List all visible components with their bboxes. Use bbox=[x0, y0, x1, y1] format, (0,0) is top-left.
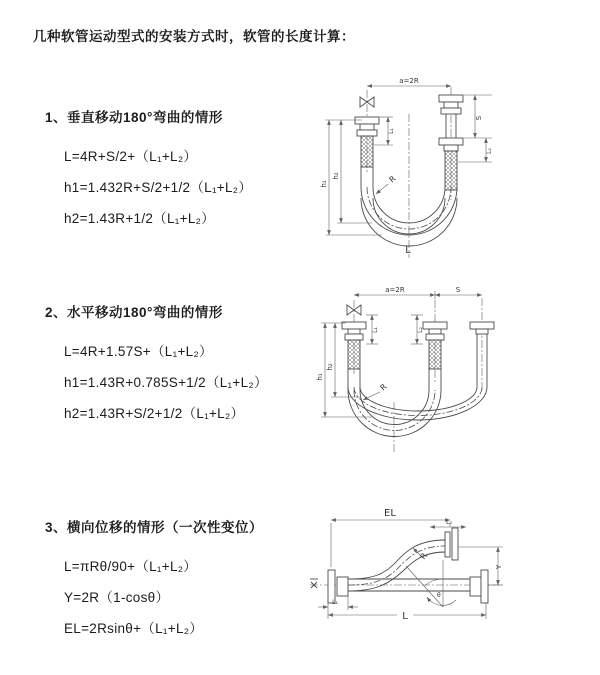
hose-s-curve bbox=[348, 540, 445, 591]
dimension-lines bbox=[325, 86, 492, 235]
formula-el: EL=2Rsinθ+（L₁+L₂） bbox=[64, 621, 204, 636]
section-2-heading: 2、水平移动180°弯曲的情形 bbox=[45, 305, 223, 320]
hose-u-bend bbox=[348, 369, 487, 437]
dim-label-h1: h₁ bbox=[320, 180, 328, 188]
dim-label-r: R bbox=[387, 174, 398, 185]
dimension-labels bbox=[320, 77, 493, 256]
formula-h1: h1=1.432R+S/2+1/2（L₁+L₂） bbox=[64, 180, 253, 195]
dim-label-a2r: a=2R bbox=[385, 286, 405, 294]
diagram-lateral-offset bbox=[300, 503, 600, 648]
dim-label-h2: h₂ bbox=[326, 363, 334, 371]
centerlines bbox=[367, 87, 451, 258]
hose-fittings bbox=[328, 528, 488, 603]
dim-label-h1: h₁ bbox=[316, 373, 324, 381]
dim-label-a2r: a=2R bbox=[399, 77, 419, 85]
dimension-lines bbox=[318, 520, 503, 619]
formula-l: L=4R+1.57S+（L₁+L₂） bbox=[64, 344, 213, 359]
dim-label-h2: h₂ bbox=[332, 172, 340, 180]
dim-label-l1: L₁ bbox=[332, 599, 338, 606]
formula-l: L=4R+S/2+（L₁+L₂） bbox=[64, 149, 198, 164]
section-lateral-offset bbox=[45, 516, 300, 644]
dim-label-s: S bbox=[475, 115, 483, 121]
dim-label-l2: L₂ bbox=[446, 519, 452, 526]
dimension-labels bbox=[332, 508, 503, 622]
page-title: 几种软管运动型式的安装方式时，软管的长度计算： bbox=[33, 29, 355, 44]
dim-label-el: EL bbox=[384, 508, 396, 519]
dim-label-theta: θ bbox=[437, 592, 441, 599]
angle-construction bbox=[406, 560, 456, 607]
diagram-horizontal-bend bbox=[300, 282, 600, 462]
section-1-heading: 1、垂直移动180°弯曲的情形 bbox=[45, 110, 223, 125]
formula-y: Y=2R（1-cosθ） bbox=[64, 590, 170, 605]
formula-h2: h2=1.43R+1/2（L₁+L₂） bbox=[64, 211, 215, 226]
section-3-heading: 3、横向位移的情形（一次性变位） bbox=[45, 520, 264, 535]
dim-label-l1: L₁ bbox=[372, 327, 379, 333]
dim-label-r: R bbox=[378, 382, 389, 393]
dim-label-y: Y bbox=[495, 564, 503, 570]
dim-label-l: L bbox=[405, 245, 411, 256]
dim-label-r: R bbox=[418, 551, 430, 562]
dim-label-l1: L₁ bbox=[388, 128, 395, 134]
diagram-vertical-bend bbox=[300, 72, 600, 267]
dim-label-l: L bbox=[402, 611, 408, 622]
formula-h1: h1=1.43R+0.785S+1/2（L₁+L₂） bbox=[64, 375, 268, 390]
section-vertical-bend bbox=[45, 106, 300, 234]
hose-u-bend bbox=[361, 167, 457, 246]
centerlines bbox=[354, 298, 482, 452]
dim-label-s: S bbox=[455, 286, 461, 294]
section-horizontal-bend bbox=[45, 301, 300, 429]
dimension-lines bbox=[321, 291, 482, 417]
dim-label-l2: L₂ bbox=[417, 327, 424, 333]
dim-label-l2: L₂ bbox=[486, 148, 493, 154]
formula-l: L=πRθ/90+（L₁+L₂） bbox=[64, 559, 198, 574]
datum-mark bbox=[310, 579, 318, 588]
formula-h2: h2=1.43R+S/2+1/2（L₁+L₂） bbox=[64, 406, 245, 421]
